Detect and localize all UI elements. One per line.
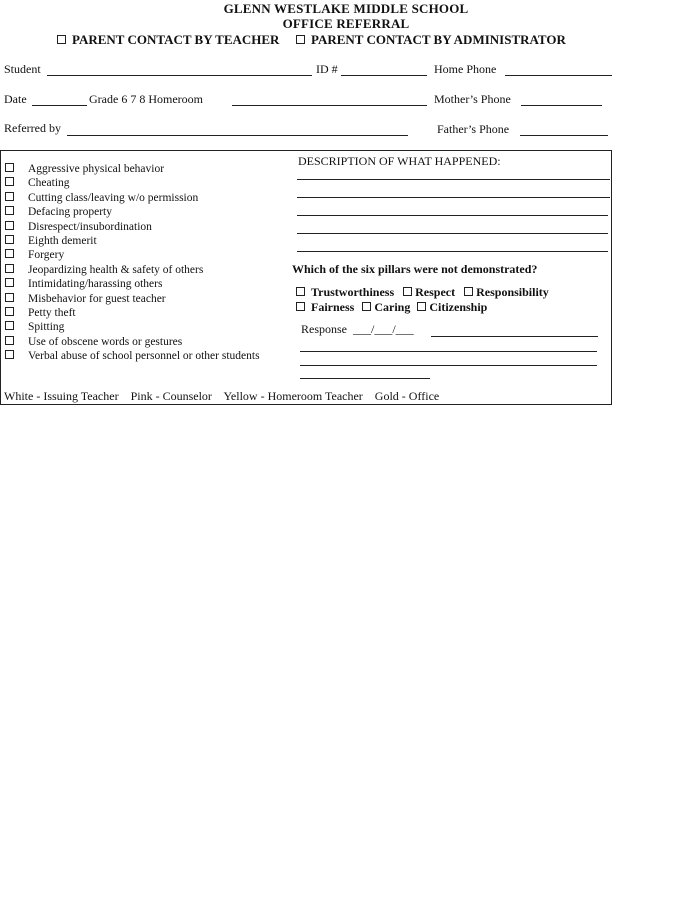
id-label: ID # — [316, 62, 338, 76]
description-line[interactable] — [297, 251, 608, 252]
response-line[interactable] — [431, 336, 598, 337]
homeroom-field[interactable] — [232, 105, 427, 106]
behavior-item[interactable]: Spitting — [5, 320, 260, 334]
checkbox-icon[interactable] — [5, 192, 14, 201]
id-field[interactable] — [341, 75, 427, 76]
referred-by-label: Referred by — [4, 121, 61, 135]
mother-phone-label: Mother’s Phone — [434, 92, 511, 106]
behavior-item[interactable]: Cutting class/leaving w/o permission — [5, 191, 260, 205]
father-phone-label: Father’s Phone — [437, 122, 510, 136]
checkbox-icon[interactable] — [5, 336, 14, 345]
parent-contact-teacher-label: PARENT CONTACT BY TEACHER — [72, 32, 280, 47]
home-phone-field[interactable] — [505, 75, 612, 76]
behavior-item[interactable]: Misbehavior for guest teacher — [5, 292, 260, 306]
pillars-row-1 — [296, 285, 549, 300]
date-field[interactable] — [32, 105, 87, 106]
behavior-item[interactable]: Defacing property — [5, 205, 260, 219]
checkbox-icon[interactable] — [5, 249, 14, 258]
checkbox-icon[interactable] — [403, 287, 412, 296]
checkbox-icon[interactable] — [5, 278, 14, 287]
pillar-trustworthiness-option[interactable]: Trustworthiness — [296, 285, 394, 299]
description-heading: DESCRIPTION OF WHAT HAPPENED: — [298, 154, 501, 168]
checkbox-icon[interactable] — [57, 35, 66, 44]
pillar-caring-option[interactable]: Caring — [362, 300, 410, 314]
school-name: GLENN WESTLAKE MIDDLE SCHOOL — [223, 1, 469, 16]
checkbox-icon[interactable] — [5, 307, 14, 316]
response-line[interactable] — [300, 365, 597, 366]
checkbox-icon[interactable] — [5, 177, 14, 186]
behavior-item[interactable]: Forgery — [5, 248, 260, 262]
parent-contact-admin-label: PARENT CONTACT BY ADMINISTRATOR — [311, 32, 566, 47]
checkbox-icon[interactable] — [5, 350, 14, 359]
checkbox-icon[interactable] — [5, 293, 14, 302]
student-field[interactable] — [47, 75, 312, 76]
checkbox-icon[interactable] — [362, 302, 371, 311]
grade-homeroom-label: Grade 6 7 8 Homeroom — [89, 92, 203, 106]
pillars-question: Which of the six pillars were not demonstrated? — [292, 262, 538, 276]
pillars-row-2 — [296, 300, 487, 315]
form-title: OFFICE REFERRAL — [282, 16, 410, 31]
student-label: Student — [4, 62, 41, 76]
checkbox-icon[interactable] — [464, 287, 473, 296]
parent-contact-admin-option[interactable] — [296, 32, 566, 48]
description-line[interactable] — [297, 215, 608, 216]
checkbox-icon[interactable] — [5, 264, 14, 273]
checkbox-icon[interactable] — [417, 302, 426, 311]
checkbox-icon[interactable] — [5, 221, 14, 230]
behavior-item[interactable]: Disrespect/insubordination — [5, 220, 260, 234]
response-label: Response — [301, 322, 347, 336]
behavior-item[interactable]: Verbal abuse of school personnel or other students — [5, 349, 260, 363]
behavior-item[interactable]: Intimidating/harassing others — [5, 277, 260, 291]
behavior-item[interactable]: Petty theft — [5, 306, 260, 320]
response-line[interactable] — [300, 351, 597, 352]
date-label: Date — [4, 92, 27, 106]
description-line[interactable] — [297, 197, 610, 198]
parent-contact-teacher-option[interactable] — [57, 32, 279, 48]
father-phone-field[interactable] — [520, 135, 608, 136]
pillar-responsibility-option[interactable]: Responsibility — [464, 285, 549, 299]
mother-phone-field[interactable] — [521, 105, 602, 106]
behavior-item[interactable]: Eighth demerit — [5, 234, 260, 248]
checkbox-icon[interactable] — [5, 321, 14, 330]
response-date-field[interactable]: ___/___/___ — [353, 322, 414, 336]
checkbox-icon[interactable] — [296, 287, 305, 296]
checkbox-icon[interactable] — [5, 235, 14, 244]
checkbox-icon[interactable] — [5, 163, 14, 172]
checkbox-icon[interactable] — [5, 206, 14, 215]
behavior-list — [5, 162, 260, 364]
description-line[interactable] — [297, 233, 608, 234]
response-line[interactable] — [300, 378, 430, 379]
behavior-item[interactable]: Cheating — [5, 176, 260, 190]
pillar-fairness-option[interactable]: Fairness — [296, 300, 354, 314]
behavior-item[interactable]: Aggressive physical behavior — [5, 162, 260, 176]
pillar-respect-option[interactable]: Respect — [403, 285, 455, 299]
description-line[interactable] — [297, 179, 610, 180]
pillar-citizenship-option[interactable]: Citizenship — [417, 300, 487, 314]
home-phone-label: Home Phone — [434, 62, 497, 76]
copy-distribution-footer: White - Issuing Teacher Pink - Counselor Yellow - Homeroom Teacher Gold - Office — [4, 389, 440, 403]
behavior-item[interactable]: Use of obscene words or gestures — [5, 335, 260, 349]
checkbox-icon[interactable] — [296, 35, 305, 44]
checkbox-icon[interactable] — [296, 302, 305, 311]
behavior-item[interactable]: Jeopardizing health & safety of others — [5, 263, 260, 277]
referred-by-field[interactable] — [67, 135, 408, 136]
